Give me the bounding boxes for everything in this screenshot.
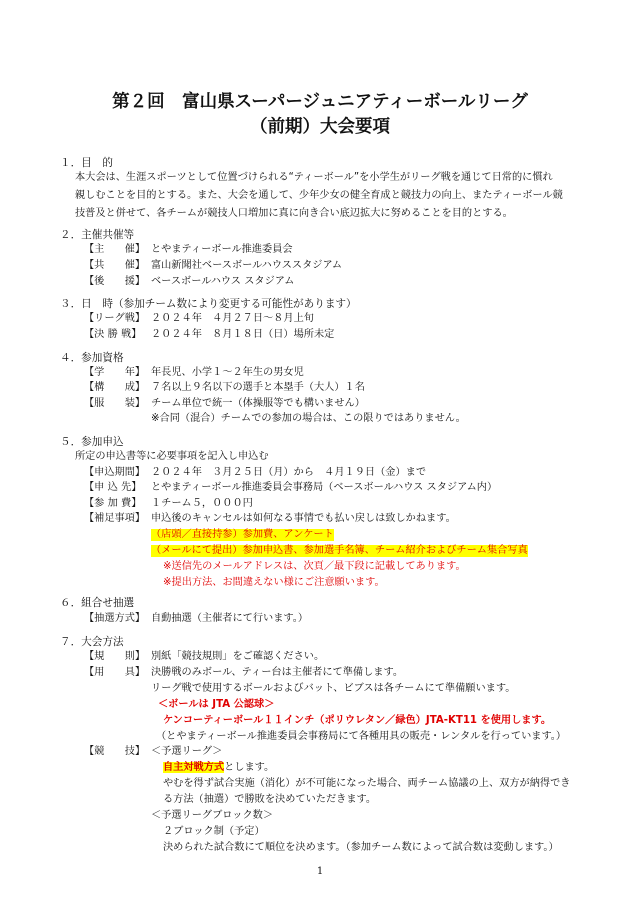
purpose-line-1: 本大会は、生涯スポーツとして位置づけられる“ティーボール”を小学生がリーグ戦を通じて日常的に慣れ	[75, 172, 553, 183]
notes-value: 申込後のキャンセルは如何なる事情でも払い戻しは致しかねます。	[151, 513, 456, 524]
cohost-value: 富山新聞社ベースボールハウススタジアム	[151, 260, 343, 271]
dest-label: 【申 込 先】	[84, 482, 142, 493]
caution-note: ※提出方法、お間違えない様にご注意願います。	[163, 577, 385, 588]
application-intro: 所定の申込書等に必要事項を記入し申込む	[75, 451, 269, 462]
cohost-label: 【共 催】	[84, 260, 146, 271]
final-label: 【決 勝 戦】	[84, 329, 142, 340]
submit-by-email-note: （メールにて提出）参加申込書、参加選手名簿、チーム紹介およびチーム集合写真	[151, 545, 528, 556]
page-number: 1	[316, 866, 324, 877]
self-judge-highlight: 自主対戦方式	[163, 762, 225, 773]
section-heading-method: ７．大会方法	[60, 636, 124, 648]
rules-label: 【規 則】	[84, 651, 146, 662]
equipment-line-1: 決勝戦のみボール、ティー台は主催者にて準備します。	[151, 667, 404, 678]
section-heading-schedule: ３．日 時（参加チーム数により変更する可能性があります）	[60, 298, 357, 310]
uniform-note: ※合同（混合）チームでの参加の場合は、この限りではありません。	[151, 413, 466, 424]
competition-line-a: やむを得ず試合実施（消化）が不可能になった場合、両チーム協議の上、双方が納得でき	[163, 778, 571, 789]
section-heading-lottery: ６．組合せ抽選	[60, 597, 135, 609]
self-judge-tail: とします。	[224, 762, 275, 773]
composition-label: 【構 成】	[84, 382, 146, 393]
ball-spec: ケンコーティーボール１１インチ（ポリウレタン／緑色）JTA-KT11 を使用します。	[163, 715, 552, 726]
equipment-line-2: リーグ戦で使用するボールおよびバット、ビブスは各チームにて準備願います。	[151, 683, 516, 694]
host-value: とやまティーボール推進委員会	[151, 244, 293, 255]
ball-heading: ＜ボールは JTA 公認球＞	[158, 699, 275, 710]
final-value: ２０２４年 ８月１８日（日）場所未定	[151, 329, 335, 340]
blocks-value: ２ブロック制（予定）	[163, 826, 265, 837]
grade-value: 年長児、小学１～２年生の男女児	[151, 367, 304, 378]
lottery-label: 【抽選方式】	[84, 613, 146, 624]
page-title: 第２回 富山県スーパージュニアティーボールリーグ	[112, 92, 528, 112]
purpose-line-3: 技普及と併せて、各チームが競技人口増加に真に向き合い底辺拡大に努めることを目的とする。	[75, 208, 513, 219]
section-heading-application: ５．参加申込	[60, 436, 124, 448]
fee-label: 【参 加 費】	[84, 498, 142, 509]
composition-value: ７名以上９名以下の選手と本塁手（大人）１名	[151, 382, 365, 393]
section-heading-purpose: １．目 的	[60, 157, 113, 169]
notes-label: 【補足事項】	[84, 513, 146, 524]
support-label: 【後 援】	[84, 276, 146, 287]
section-heading-organizers: ２．主催共催等	[60, 229, 135, 241]
uniform-label: 【服 装】	[84, 398, 146, 409]
rules-value: 別紙「競技規則」をご確認ください。	[151, 651, 325, 662]
competition-line-b: る方法（抽選）で勝敗を決めていただきます。	[163, 794, 377, 805]
dest-value: とやまティーボール推進委員会事務局（ベースボールハウス スタジアム内）	[151, 482, 498, 493]
uniform-value: チーム単位で統一（体操服等でも構いません）	[151, 398, 365, 409]
purpose-line-2: 親しむことを目的とする。また、大会を通して、少年少女の健全育成と競技力の向上、またティーボール競	[75, 190, 563, 201]
support-value: ベースボールハウス スタジアム	[151, 276, 295, 287]
submit-in-store-note: （店頭／直接持参）参加費、アンケート	[151, 529, 334, 540]
section-heading-eligibility: ４．参加資格	[60, 352, 124, 364]
ranking-line: 決められた試合数にて順位を決めます。（参加チーム数によって試合数は変動します。）	[163, 842, 559, 853]
league-value: ２０２４年 ４月２７日～８月上旬	[151, 313, 314, 324]
host-label: 【主 催】	[84, 244, 146, 255]
period-label: 【申込期間】	[84, 467, 146, 478]
prelim-heading: ＜予選リーグ＞	[151, 746, 223, 757]
league-label: 【リーグ戦】	[84, 313, 146, 324]
lottery-value: 自動抽選（主催者にて行います。）	[151, 613, 309, 624]
fee-value: １チーム５，０００円	[151, 498, 253, 509]
email-address-note: ※送信先のメールアドレスは、次頁／最下段に記載してあります。	[163, 561, 466, 572]
grade-label: 【学 年】	[84, 367, 146, 378]
competition-label: 【競 技】	[84, 746, 146, 757]
self-judge-line	[163, 762, 274, 774]
blocks-heading: ＜予選リーグブロック数＞	[151, 810, 274, 821]
equipment-label: 【用 具】	[84, 667, 146, 678]
equipment-line-3: （とやまティーボール推進委員会事務局にて各種用具の販売・レンタルを行っています。）	[156, 731, 567, 742]
page-subtitle: （前期）大会要項	[250, 117, 390, 137]
period-value: ２０２４年 ３月２５日（月）から ４月１９日（金）まで	[151, 467, 427, 478]
